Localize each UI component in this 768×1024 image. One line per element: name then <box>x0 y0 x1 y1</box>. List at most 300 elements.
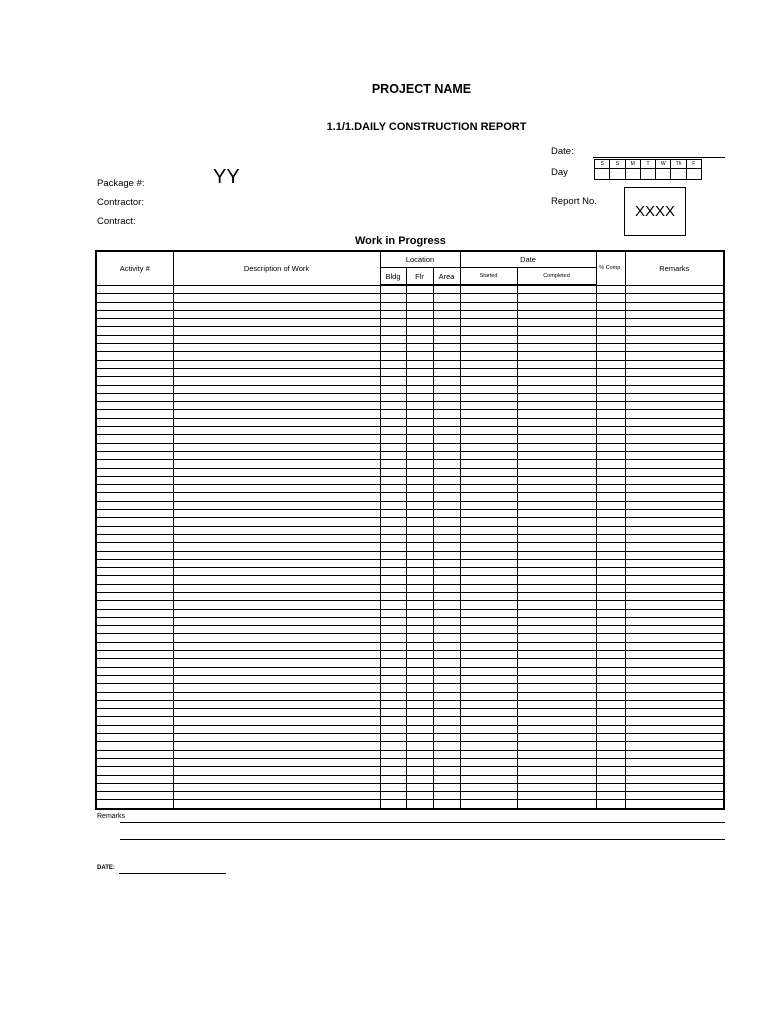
table-cell[interactable] <box>380 352 406 360</box>
table-cell[interactable] <box>406 485 433 493</box>
table-cell[interactable] <box>173 667 380 675</box>
table-cell[interactable] <box>625 352 724 360</box>
table-cell[interactable] <box>96 750 173 758</box>
table-cell[interactable] <box>406 327 433 335</box>
table-cell[interactable] <box>173 310 380 318</box>
table-cell[interactable] <box>433 642 460 650</box>
table-cell[interactable] <box>433 742 460 750</box>
table-cell[interactable] <box>517 775 596 783</box>
table-cell[interactable] <box>173 775 380 783</box>
table-cell[interactable] <box>96 385 173 393</box>
table-cell[interactable] <box>380 368 406 376</box>
table-cell[interactable] <box>625 559 724 567</box>
table-cell[interactable] <box>596 435 625 443</box>
table-cell[interactable] <box>433 360 460 368</box>
table-cell[interactable] <box>173 410 380 418</box>
table-cell[interactable] <box>96 410 173 418</box>
table-cell[interactable] <box>380 750 406 758</box>
table-cell[interactable] <box>460 775 517 783</box>
table-cell[interactable] <box>433 435 460 443</box>
table-cell[interactable] <box>406 402 433 410</box>
table-cell[interactable] <box>406 717 433 725</box>
table-cell[interactable] <box>433 518 460 526</box>
table-cell[interactable] <box>433 393 460 401</box>
table-cell[interactable] <box>433 427 460 435</box>
table-cell[interactable] <box>433 327 460 335</box>
table-cell[interactable] <box>625 601 724 609</box>
table-cell[interactable] <box>173 750 380 758</box>
table-cell[interactable] <box>625 344 724 352</box>
table-cell[interactable] <box>625 792 724 800</box>
table-cell[interactable] <box>433 385 460 393</box>
table-cell[interactable] <box>460 368 517 376</box>
table-cell[interactable] <box>625 667 724 675</box>
table-cell[interactable] <box>96 377 173 385</box>
table-cell[interactable] <box>173 385 380 393</box>
table-cell[interactable] <box>173 468 380 476</box>
table-cell[interactable] <box>517 792 596 800</box>
table-cell[interactable] <box>406 758 433 766</box>
table-cell[interactable] <box>173 584 380 592</box>
table-cell[interactable] <box>173 534 380 542</box>
table-cell[interactable] <box>406 510 433 518</box>
table-cell[interactable] <box>625 377 724 385</box>
table-cell[interactable] <box>460 783 517 791</box>
table-cell[interactable] <box>625 783 724 791</box>
table-cell[interactable] <box>173 725 380 733</box>
table-cell[interactable] <box>173 642 380 650</box>
table-cell[interactable] <box>406 725 433 733</box>
table-cell[interactable] <box>380 501 406 509</box>
table-cell[interactable] <box>380 476 406 484</box>
table-cell[interactable] <box>406 435 433 443</box>
table-cell[interactable] <box>380 493 406 501</box>
table-cell[interactable] <box>380 659 406 667</box>
table-cell[interactable] <box>380 626 406 634</box>
table-cell[interactable] <box>596 626 625 634</box>
table-cell[interactable] <box>96 485 173 493</box>
table-cell[interactable] <box>625 294 724 302</box>
table-cell[interactable] <box>380 601 406 609</box>
table-cell[interactable] <box>596 568 625 576</box>
table-cell[interactable] <box>460 750 517 758</box>
table-cell[interactable] <box>96 310 173 318</box>
table-cell[interactable] <box>173 758 380 766</box>
table-cell[interactable] <box>517 443 596 451</box>
table-cell[interactable] <box>96 667 173 675</box>
table-cell[interactable] <box>380 410 406 418</box>
table-cell[interactable] <box>517 526 596 534</box>
table-cell[interactable] <box>460 427 517 435</box>
table-cell[interactable] <box>460 327 517 335</box>
table-cell[interactable] <box>96 617 173 625</box>
table-cell[interactable] <box>517 534 596 542</box>
table-cell[interactable] <box>380 551 406 559</box>
table-cell[interactable] <box>433 368 460 376</box>
table-cell[interactable] <box>433 335 460 343</box>
table-cell[interactable] <box>406 792 433 800</box>
table-cell[interactable] <box>96 435 173 443</box>
table-cell[interactable] <box>173 335 380 343</box>
table-cell[interactable] <box>625 435 724 443</box>
day-checkbox[interactable] <box>671 169 686 179</box>
table-cell[interactable] <box>380 742 406 750</box>
table-cell[interactable] <box>517 667 596 675</box>
table-cell[interactable] <box>596 750 625 758</box>
table-cell[interactable] <box>625 634 724 642</box>
table-cell[interactable] <box>625 385 724 393</box>
table-cell[interactable] <box>380 775 406 783</box>
table-cell[interactable] <box>173 344 380 352</box>
table-cell[interactable] <box>406 543 433 551</box>
table-cell[interactable] <box>517 750 596 758</box>
table-cell[interactable] <box>596 368 625 376</box>
table-cell[interactable] <box>96 717 173 725</box>
table-cell[interactable] <box>625 584 724 592</box>
table-cell[interactable] <box>625 476 724 484</box>
table-cell[interactable] <box>625 327 724 335</box>
table-cell[interactable] <box>625 742 724 750</box>
table-cell[interactable] <box>433 319 460 327</box>
table-cell[interactable] <box>96 734 173 742</box>
table-cell[interactable] <box>625 534 724 542</box>
table-cell[interactable] <box>380 335 406 343</box>
table-cell[interactable] <box>433 675 460 683</box>
table-cell[interactable] <box>433 410 460 418</box>
table-cell[interactable] <box>173 617 380 625</box>
table-cell[interactable] <box>433 659 460 667</box>
table-cell[interactable] <box>406 285 433 294</box>
table-cell[interactable] <box>96 800 173 809</box>
table-cell[interactable] <box>460 543 517 551</box>
table-cell[interactable] <box>96 335 173 343</box>
table-cell[interactable] <box>173 393 380 401</box>
table-cell[interactable] <box>173 319 380 327</box>
table-cell[interactable] <box>96 302 173 310</box>
table-cell[interactable] <box>625 543 724 551</box>
table-cell[interactable] <box>380 592 406 600</box>
table-cell[interactable] <box>517 360 596 368</box>
table-cell[interactable] <box>596 758 625 766</box>
table-cell[interactable] <box>460 584 517 592</box>
table-cell[interactable] <box>517 617 596 625</box>
table-cell[interactable] <box>406 634 433 642</box>
table-cell[interactable] <box>380 360 406 368</box>
table-cell[interactable] <box>460 609 517 617</box>
table-cell[interactable] <box>433 402 460 410</box>
table-cell[interactable] <box>173 360 380 368</box>
table-cell[interactable] <box>380 767 406 775</box>
table-cell[interactable] <box>596 601 625 609</box>
table-cell[interactable] <box>406 800 433 809</box>
table-cell[interactable] <box>625 451 724 459</box>
table-cell[interactable] <box>460 485 517 493</box>
table-cell[interactable] <box>173 460 380 468</box>
day-checkbox[interactable] <box>656 169 671 179</box>
table-cell[interactable] <box>96 742 173 750</box>
table-cell[interactable] <box>173 609 380 617</box>
table-cell[interactable] <box>460 335 517 343</box>
table-cell[interactable] <box>173 518 380 526</box>
table-cell[interactable] <box>96 551 173 559</box>
table-cell[interactable] <box>433 758 460 766</box>
table-cell[interactable] <box>596 742 625 750</box>
table-cell[interactable] <box>96 592 173 600</box>
table-cell[interactable] <box>625 410 724 418</box>
table-cell[interactable] <box>625 750 724 758</box>
table-cell[interactable] <box>380 651 406 659</box>
table-cell[interactable] <box>96 344 173 352</box>
table-cell[interactable] <box>625 319 724 327</box>
table-cell[interactable] <box>380 634 406 642</box>
table-cell[interactable] <box>596 476 625 484</box>
table-cell[interactable] <box>625 675 724 683</box>
table-cell[interactable] <box>96 285 173 294</box>
table-cell[interactable] <box>173 377 380 385</box>
table-cell[interactable] <box>96 775 173 783</box>
table-cell[interactable] <box>625 717 724 725</box>
table-cell[interactable] <box>96 352 173 360</box>
table-cell[interactable] <box>433 294 460 302</box>
table-cell[interactable] <box>433 568 460 576</box>
table-cell[interactable] <box>380 435 406 443</box>
table-cell[interactable] <box>173 634 380 642</box>
table-cell[interactable] <box>406 651 433 659</box>
table-cell[interactable] <box>173 601 380 609</box>
table-cell[interactable] <box>173 626 380 634</box>
table-cell[interactable] <box>96 427 173 435</box>
table-cell[interactable] <box>433 634 460 642</box>
table-cell[interactable] <box>173 418 380 426</box>
table-cell[interactable] <box>460 285 517 294</box>
table-cell[interactable] <box>173 568 380 576</box>
table-cell[interactable] <box>460 758 517 766</box>
table-cell[interactable] <box>625 368 724 376</box>
table-cell[interactable] <box>517 451 596 459</box>
table-cell[interactable] <box>173 800 380 809</box>
table-cell[interactable] <box>96 568 173 576</box>
table-cell[interactable] <box>96 792 173 800</box>
table-cell[interactable] <box>625 684 724 692</box>
table-cell[interactable] <box>517 767 596 775</box>
table-cell[interactable] <box>596 493 625 501</box>
table-cell[interactable] <box>596 294 625 302</box>
table-cell[interactable] <box>96 684 173 692</box>
table-cell[interactable] <box>380 543 406 551</box>
table-cell[interactable] <box>517 758 596 766</box>
table-cell[interactable] <box>625 501 724 509</box>
table-cell[interactable] <box>380 642 406 650</box>
table-cell[interactable] <box>625 775 724 783</box>
day-selector[interactable] <box>594 159 702 180</box>
table-cell[interactable] <box>96 783 173 791</box>
table-cell[interactable] <box>517 418 596 426</box>
table-cell[interactable] <box>625 758 724 766</box>
table-cell[interactable] <box>596 319 625 327</box>
table-cell[interactable] <box>625 592 724 600</box>
table-cell[interactable] <box>596 510 625 518</box>
table-cell[interactable] <box>596 700 625 708</box>
table-cell[interactable] <box>596 651 625 659</box>
table-cell[interactable] <box>96 460 173 468</box>
table-cell[interactable] <box>433 501 460 509</box>
table-cell[interactable] <box>596 302 625 310</box>
table-cell[interactable] <box>406 783 433 791</box>
table-cell[interactable] <box>517 800 596 809</box>
table-cell[interactable] <box>380 443 406 451</box>
table-cell[interactable] <box>173 576 380 584</box>
table-cell[interactable] <box>517 327 596 335</box>
table-cell[interactable] <box>460 576 517 584</box>
table-cell[interactable] <box>96 725 173 733</box>
table-cell[interactable] <box>460 310 517 318</box>
table-cell[interactable] <box>380 451 406 459</box>
table-cell[interactable] <box>460 344 517 352</box>
table-cell[interactable] <box>173 427 380 435</box>
table-cell[interactable] <box>406 385 433 393</box>
table-cell[interactable] <box>380 584 406 592</box>
table-cell[interactable] <box>460 725 517 733</box>
table-cell[interactable] <box>460 667 517 675</box>
table-cell[interactable] <box>517 559 596 567</box>
table-cell[interactable] <box>517 402 596 410</box>
table-cell[interactable] <box>517 377 596 385</box>
table-cell[interactable] <box>596 327 625 335</box>
table-cell[interactable] <box>517 319 596 327</box>
table-cell[interactable] <box>173 692 380 700</box>
table-cell[interactable] <box>406 319 433 327</box>
table-cell[interactable] <box>433 451 460 459</box>
table-cell[interactable] <box>433 609 460 617</box>
table-cell[interactable] <box>517 468 596 476</box>
table-cell[interactable] <box>406 427 433 435</box>
table-cell[interactable] <box>96 584 173 592</box>
table-cell[interactable] <box>173 551 380 559</box>
table-cell[interactable] <box>96 534 173 542</box>
table-cell[interactable] <box>406 344 433 352</box>
table-cell[interactable] <box>517 294 596 302</box>
table-cell[interactable] <box>380 692 406 700</box>
table-cell[interactable] <box>173 783 380 791</box>
table-cell[interactable] <box>460 468 517 476</box>
table-cell[interactable] <box>596 592 625 600</box>
table-cell[interactable] <box>173 592 380 600</box>
table-cell[interactable] <box>433 709 460 717</box>
table-cell[interactable] <box>596 468 625 476</box>
table-cell[interactable] <box>517 692 596 700</box>
table-cell[interactable] <box>596 285 625 294</box>
table-cell[interactable] <box>173 675 380 683</box>
table-cell[interactable] <box>517 642 596 650</box>
table-cell[interactable] <box>433 617 460 625</box>
table-cell[interactable] <box>380 576 406 584</box>
table-cell[interactable] <box>96 601 173 609</box>
table-cell[interactable] <box>380 377 406 385</box>
table-cell[interactable] <box>517 651 596 659</box>
table-cell[interactable] <box>460 684 517 692</box>
table-cell[interactable] <box>625 700 724 708</box>
table-cell[interactable] <box>517 476 596 484</box>
table-cell[interactable] <box>460 410 517 418</box>
table-cell[interactable] <box>433 626 460 634</box>
table-cell[interactable] <box>380 684 406 692</box>
table-cell[interactable] <box>625 725 724 733</box>
table-cell[interactable] <box>460 435 517 443</box>
table-cell[interactable] <box>406 377 433 385</box>
table-cell[interactable] <box>517 368 596 376</box>
table-cell[interactable] <box>625 335 724 343</box>
table-cell[interactable] <box>517 675 596 683</box>
table-cell[interactable] <box>433 717 460 725</box>
table-cell[interactable] <box>406 601 433 609</box>
table-cell[interactable] <box>517 700 596 708</box>
table-cell[interactable] <box>433 592 460 600</box>
table-cell[interactable] <box>173 435 380 443</box>
table-cell[interactable] <box>380 427 406 435</box>
table-cell[interactable] <box>406 534 433 542</box>
table-cell[interactable] <box>173 493 380 501</box>
table-cell[interactable] <box>596 377 625 385</box>
table-cell[interactable] <box>517 584 596 592</box>
table-cell[interactable] <box>460 501 517 509</box>
table-cell[interactable] <box>380 418 406 426</box>
table-cell[interactable] <box>460 675 517 683</box>
table-cell[interactable] <box>517 543 596 551</box>
table-cell[interactable] <box>460 709 517 717</box>
table-cell[interactable] <box>173 285 380 294</box>
table-cell[interactable] <box>460 377 517 385</box>
remarks-line-1[interactable] <box>120 822 725 823</box>
table-cell[interactable] <box>96 327 173 335</box>
table-cell[interactable] <box>96 543 173 551</box>
table-cell[interactable] <box>625 418 724 426</box>
table-cell[interactable] <box>380 667 406 675</box>
table-cell[interactable] <box>517 435 596 443</box>
table-cell[interactable] <box>380 518 406 526</box>
table-cell[interactable] <box>460 642 517 650</box>
table-cell[interactable] <box>460 352 517 360</box>
table-cell[interactable] <box>380 800 406 809</box>
table-cell[interactable] <box>596 543 625 551</box>
table-cell[interactable] <box>96 700 173 708</box>
table-cell[interactable] <box>406 302 433 310</box>
table-cell[interactable] <box>517 709 596 717</box>
table-cell[interactable] <box>406 775 433 783</box>
table-cell[interactable] <box>406 451 433 459</box>
table-cell[interactable] <box>406 692 433 700</box>
table-cell[interactable] <box>406 559 433 567</box>
table-cell[interactable] <box>517 684 596 692</box>
table-cell[interactable] <box>596 402 625 410</box>
table-cell[interactable] <box>96 294 173 302</box>
table-cell[interactable] <box>460 393 517 401</box>
table-cell[interactable] <box>380 485 406 493</box>
table-cell[interactable] <box>380 617 406 625</box>
table-cell[interactable] <box>625 493 724 501</box>
table-cell[interactable] <box>517 734 596 742</box>
table-cell[interactable] <box>96 451 173 459</box>
table-cell[interactable] <box>596 352 625 360</box>
table-cell[interactable] <box>406 584 433 592</box>
table-cell[interactable] <box>460 559 517 567</box>
table-cell[interactable] <box>460 551 517 559</box>
table-cell[interactable] <box>596 559 625 567</box>
table-cell[interactable] <box>460 601 517 609</box>
table-cell[interactable] <box>517 518 596 526</box>
table-cell[interactable] <box>517 576 596 584</box>
table-cell[interactable] <box>596 800 625 809</box>
table-cell[interactable] <box>625 402 724 410</box>
